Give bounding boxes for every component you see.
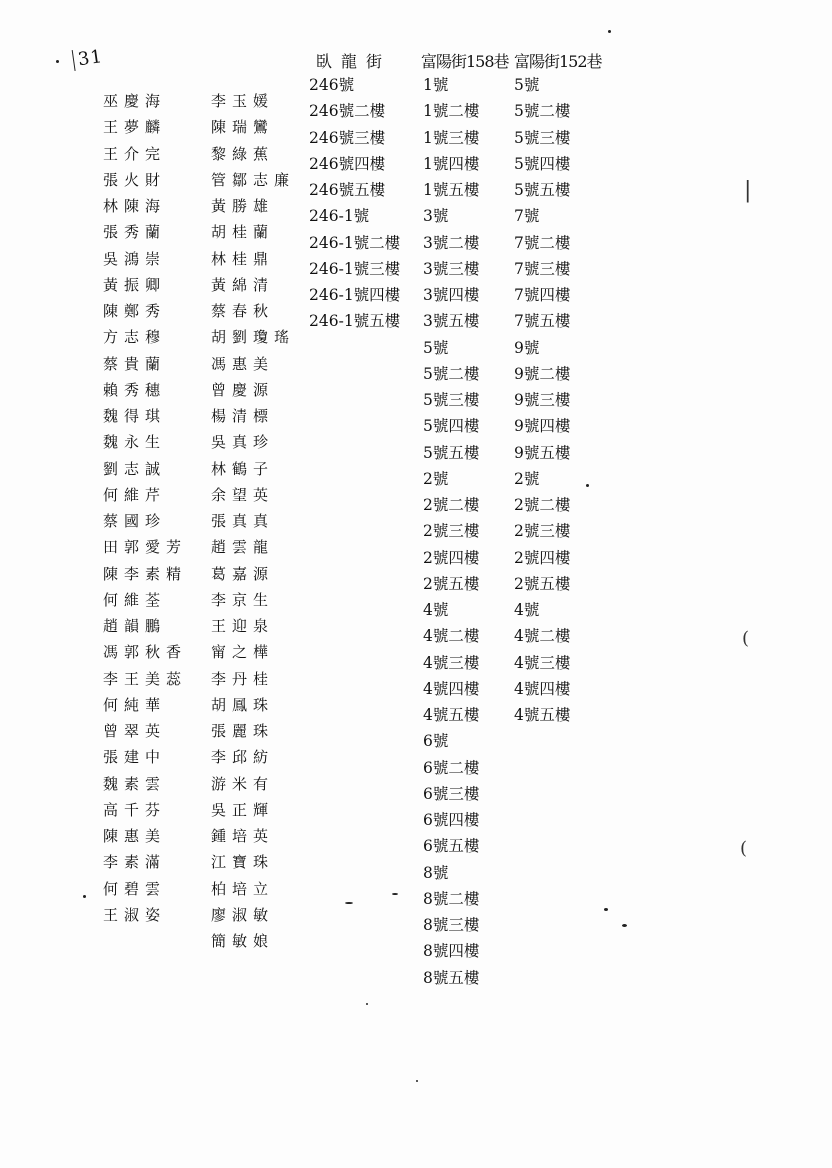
address-entry: 8號三樓 — [423, 916, 480, 934]
address-entry: 7號五樓 — [514, 312, 571, 331]
address-entry: 2號五樓 — [514, 574, 571, 593]
address-entry: 1號 — [423, 76, 449, 94]
address-entry: 2號四樓 — [423, 548, 480, 567]
page-number: 31 — [72, 46, 105, 71]
resident-name: 方志穆 — [103, 328, 167, 347]
column-headers — [0, 49, 832, 75]
resident-name: 蔡國珍 — [103, 512, 167, 530]
addresses-woolong-column — [309, 72, 400, 335]
resident-name: 王淑姿 — [103, 905, 167, 924]
scan-mark: | — [744, 178, 752, 203]
resident-name: 游米有 — [211, 774, 275, 793]
address-entry: 2號四樓 — [514, 548, 571, 567]
address-entry: 246-1號 — [309, 207, 370, 226]
resident-name: 李京生 — [211, 590, 275, 609]
header-fuyang-lane-152: 富陽街152巷 — [514, 52, 602, 71]
address-entry: 4號二樓 — [423, 627, 480, 646]
address-entry: 246號四樓 — [309, 154, 386, 173]
resident-name: 陳惠美 — [103, 827, 167, 845]
resident-name: 張真真 — [211, 512, 275, 530]
address-entry: 246-1號三樓 — [309, 259, 401, 278]
address-entry: 246號 — [309, 76, 355, 94]
resident-name: 陳鄭秀 — [103, 302, 167, 320]
address-entry: 3號五樓 — [423, 312, 480, 331]
resident-name: 胡劉瓊瑤 — [211, 328, 296, 347]
scan-mark: ( — [740, 838, 748, 859]
address-entry: 7號三樓 — [514, 259, 571, 278]
resident-name: 何純華 — [103, 695, 167, 714]
address-entry: 8號五樓 — [423, 968, 480, 987]
address-entry: 1號四樓 — [423, 154, 480, 173]
scan-speck — [345, 902, 353, 904]
addresses-lane-158-column — [423, 72, 479, 991]
address-entry: 2號三樓 — [514, 522, 571, 541]
resident-name: 陳李素精 — [103, 564, 188, 583]
address-entry: 4號三樓 — [423, 653, 480, 672]
address-entry: 2號 — [514, 469, 540, 488]
scan-speck — [586, 484, 589, 487]
address-entry: 246號二樓 — [309, 102, 386, 121]
address-entry: 2號三樓 — [423, 522, 480, 541]
resident-name: 余望英 — [211, 485, 275, 504]
resident-name: 巫慶海 — [103, 92, 167, 110]
address-entry: 246-1號五樓 — [309, 312, 401, 331]
resident-name: 鍾培英 — [211, 827, 275, 845]
resident-name: 柏培立 — [211, 879, 275, 898]
address-entry: 7號四樓 — [514, 286, 571, 304]
resident-name: 趙雲龍 — [211, 538, 275, 557]
resident-name: 高千芬 — [103, 800, 167, 819]
resident-name: 曾翠英 — [103, 722, 167, 740]
resident-name: 魏得琪 — [103, 407, 167, 425]
resident-name: 江寶珠 — [211, 853, 275, 872]
resident-name: 李王美蕊 — [103, 669, 188, 688]
addresses-lane-152-column — [514, 72, 570, 728]
resident-name: 管鄒志廉 — [211, 170, 296, 189]
resident-name: 李邱紡 — [211, 748, 275, 767]
address-entry: 1號三樓 — [423, 128, 480, 147]
scan-mark: ( — [742, 628, 750, 649]
resident-name: 胡鳳珠 — [211, 695, 275, 714]
address-entry: 8號二樓 — [423, 889, 480, 908]
resident-name: 甯之樺 — [211, 643, 275, 662]
address-entry: 246-1號二樓 — [309, 233, 401, 252]
address-entry: 5號四樓 — [423, 417, 480, 436]
resident-name: 李素滿 — [103, 853, 167, 872]
address-entry: 2號五樓 — [423, 574, 480, 593]
resident-name: 王迎泉 — [211, 617, 275, 635]
address-entry: 5號四樓 — [514, 154, 571, 173]
address-entry: 6號五樓 — [423, 837, 480, 856]
address-entry: 2號二樓 — [514, 496, 571, 514]
header-fuyang-lane-158: 富陽街158巷 — [421, 52, 509, 71]
resident-name: 賴秀穗 — [103, 380, 167, 399]
address-entry: 3號 — [423, 207, 449, 226]
resident-name: 何碧雲 — [103, 879, 167, 898]
resident-name: 何維荃 — [103, 590, 167, 609]
address-entry: 5號 — [423, 338, 449, 357]
resident-name: 馮惠美 — [211, 354, 275, 373]
address-entry: 5號五樓 — [514, 181, 571, 199]
resident-name: 李丹桂 — [211, 669, 275, 688]
header-woolong-street: 臥龍街 — [316, 52, 392, 71]
address-entry: 8號 — [423, 863, 449, 882]
resident-name: 王介完 — [103, 144, 167, 163]
resident-name: 曾慶源 — [211, 380, 275, 399]
resident-name: 王夢麟 — [103, 118, 167, 137]
address-entry: 9號三樓 — [514, 391, 571, 409]
resident-name: 蔡貴蘭 — [103, 354, 167, 373]
names-column-1 — [103, 88, 187, 928]
resident-name: 黃勝雄 — [211, 197, 275, 215]
address-entry: 9號 — [514, 338, 540, 357]
scan-speck — [622, 924, 627, 927]
resident-name: 吳鴻崇 — [103, 249, 167, 268]
address-entry: 1號五樓 — [423, 181, 480, 199]
address-entry: 5號二樓 — [423, 364, 480, 383]
address-entry: 2號 — [423, 469, 449, 488]
address-entry: 246-1號四樓 — [309, 286, 401, 304]
scan-speck — [56, 60, 59, 63]
address-entry: 6號四樓 — [423, 811, 480, 829]
address-entry: 6號 — [423, 732, 449, 751]
resident-name: 胡桂蘭 — [211, 223, 275, 242]
resident-name: 陳瑞鸞 — [211, 118, 275, 137]
address-entry: 5號三樓 — [514, 128, 571, 147]
address-entry: 5號 — [514, 76, 540, 94]
resident-name: 何維芹 — [103, 485, 167, 504]
resident-name: 林鶴子 — [211, 459, 275, 478]
address-entry: 4號五樓 — [514, 706, 571, 724]
scan-speck — [83, 895, 86, 898]
resident-name: 李玉媛 — [211, 92, 275, 110]
address-entry: 7號二樓 — [514, 233, 571, 252]
address-entry: 9號四樓 — [514, 417, 571, 436]
resident-name: 簡敏娘 — [211, 932, 275, 950]
resident-name: 蔡春秋 — [211, 302, 275, 320]
resident-name: 張秀蘭 — [103, 223, 167, 242]
address-entry: 9號二樓 — [514, 364, 571, 383]
resident-name: 黃綿清 — [211, 275, 275, 294]
address-entry: 4號 — [514, 601, 540, 619]
address-entry: 9號五樓 — [514, 443, 571, 462]
address-entry: 6號三樓 — [423, 784, 480, 803]
address-entry: 246號三樓 — [309, 128, 386, 147]
resident-name: 廖淑敏 — [211, 905, 275, 924]
scan-speck — [416, 1080, 418, 1082]
address-entry: 1號二樓 — [423, 102, 480, 121]
resident-name: 林陳海 — [103, 197, 167, 215]
resident-name: 黃振卿 — [103, 275, 167, 294]
address-entry: 5號三樓 — [423, 391, 480, 409]
scan-speck — [366, 1003, 368, 1005]
address-entry: 246號五樓 — [309, 181, 386, 199]
address-entry: 4號二樓 — [514, 627, 571, 646]
address-entry: 6號二樓 — [423, 758, 480, 777]
address-entry: 4號 — [423, 601, 449, 619]
resident-name: 魏素雲 — [103, 774, 167, 793]
address-entry: 4號四樓 — [514, 679, 571, 698]
resident-name: 馮郭秋香 — [103, 643, 188, 662]
address-entry: 5號二樓 — [514, 102, 571, 121]
resident-name: 張火財 — [103, 170, 167, 189]
scan-speck — [608, 30, 611, 33]
address-entry: 3號二樓 — [423, 233, 480, 252]
address-entry: 3號三樓 — [423, 259, 480, 278]
resident-name: 張建中 — [103, 748, 167, 767]
address-entry: 3號四樓 — [423, 286, 480, 304]
address-entry: 4號三樓 — [514, 653, 571, 672]
resident-name: 魏永生 — [103, 433, 167, 452]
resident-name: 吳正輝 — [211, 800, 275, 819]
scan-speck — [604, 908, 608, 911]
address-entry: 4號五樓 — [423, 706, 480, 724]
resident-name: 張麗珠 — [211, 722, 275, 740]
address-entry: 2號二樓 — [423, 496, 480, 514]
address-entry: 4號四樓 — [423, 679, 480, 698]
resident-name: 葛嘉源 — [211, 564, 275, 583]
resident-name: 林桂鼎 — [211, 249, 275, 268]
resident-name: 劉志誠 — [103, 459, 167, 478]
resident-name: 黎綠蕉 — [211, 144, 275, 163]
resident-name: 田郭愛芳 — [103, 538, 188, 557]
address-entry: 8號四樓 — [423, 942, 480, 961]
address-entry: 7號 — [514, 207, 540, 226]
names-column-2 — [211, 88, 295, 954]
address-entry: 5號五樓 — [423, 443, 480, 462]
resident-name: 趙韻鵬 — [103, 617, 167, 635]
resident-name: 吳真珍 — [211, 433, 275, 452]
scan-speck — [392, 893, 398, 895]
resident-name: 楊清標 — [211, 407, 275, 425]
